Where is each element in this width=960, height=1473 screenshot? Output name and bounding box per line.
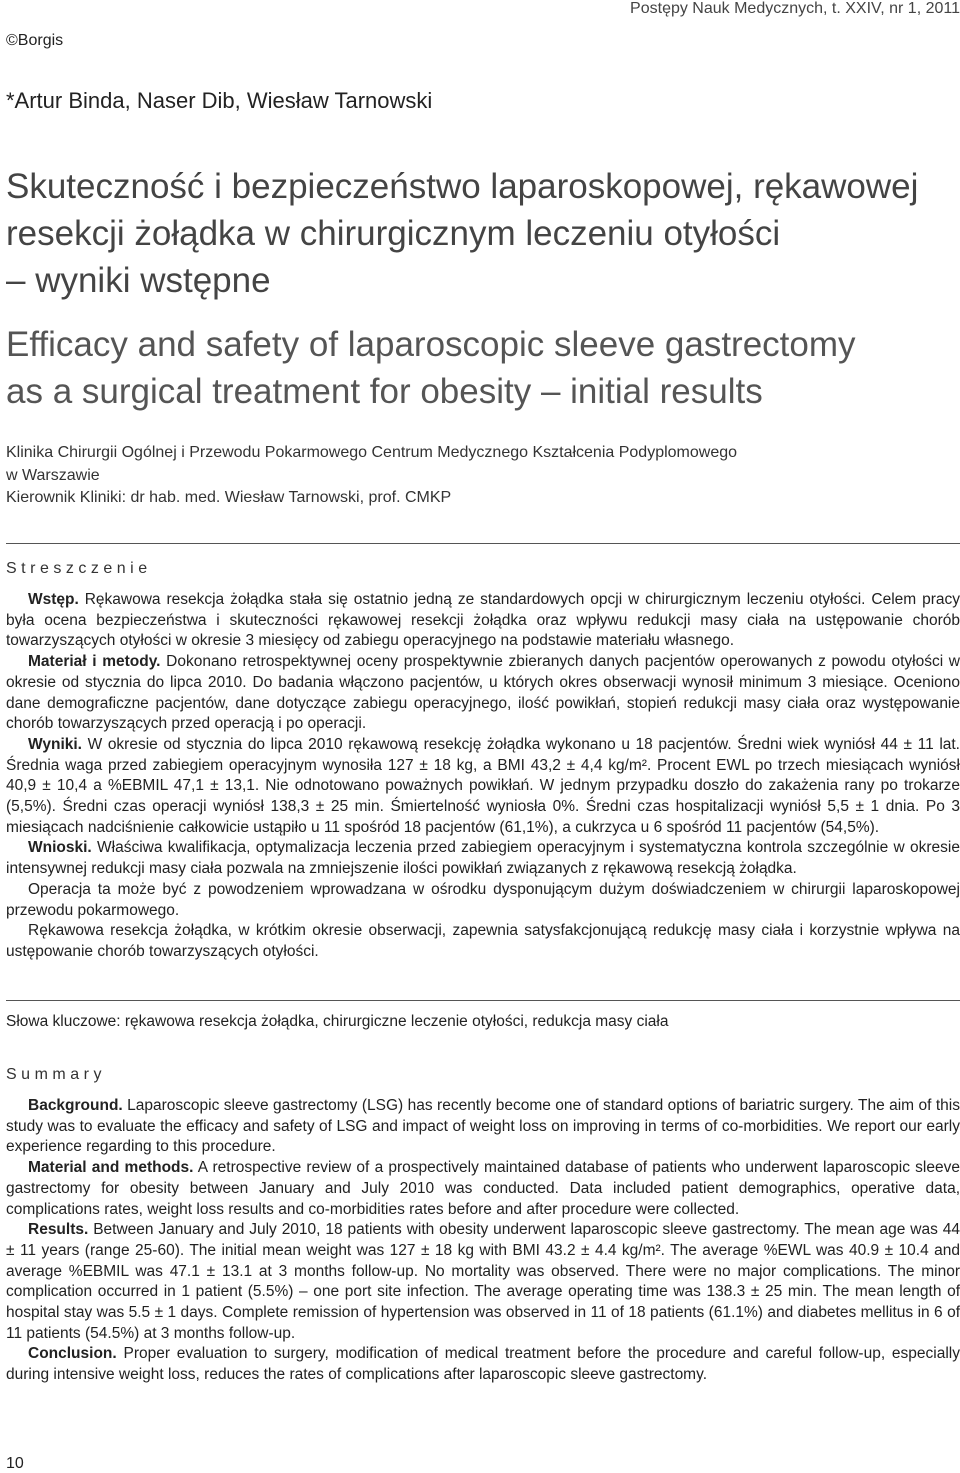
paragraph-text: Laparoscopic sleeve gastrectomy (LSG) has recently become one of standard options of bariatric surgery. The aim of this study was to evaluate the efficacy and safety of LSG and impact of weight loss on improving in terms of co-morbidities. We report our early experience regarding to this procedure. [6, 1097, 960, 1156]
divider [6, 543, 960, 544]
journal-header: Postępy Nauk Medycznych, t. XXIV, nr 1, 2011 [630, 0, 960, 17]
summary-body [6, 1096, 960, 1386]
paragraph-label: Wstęp. [28, 591, 79, 608]
title-pl-line: – wyniki wstępne [6, 261, 271, 300]
paragraph-text: Rękawowa resekcja żołądka, w krótkim okresie obserwacji, zapewnia satysfakcjonującą redukcję masy ciała i korzystnie wpływa na ustępowanie chorób towarzyszących otyłości. [6, 922, 960, 960]
paragraph-text: W okresie od stycznia do lipca 2010 rękawową resekcję żołądka wykonano u 18 pacjentów. Średni wiek wyniósł 44 ± 11 lat. Średnia waga przed zabiegiem operacyjnym wynosiła 127 ± 18 kg, a BMI 43,2 ± 4,4 kg/m². Procent EWL po trzech miesiącach wyniósł 40,9 ± 10,4 a %EBMIL 47,1 ± 13,1. Nie odnotowano poważnych powikłań. W jednym przypadku doszło do zakażenia rany po trokarze (5,5%). Średni czas operacji wyniósł 138,3 ± 25 min. Śmiertelność wyniosła 0%. Średni czas hospitalizacji wyniósł 5,5 ± 1 dnia. Po 3 miesiącach nadciśnienie całkowicie ustąpiło u 11 spośród 18 pacjentów (61,1%), a cukrzyca u 6 spośród 11 pacjentów (54,5%). [6, 735, 960, 836]
paragraph-text: Dokonano retrospektywnej oceny prospektywnie zbieranych danych pacjentów operowanych z powodu otyłości w okresie od stycznia do lipca 2010. Do badania włączono pacjentów, u których okres obserwacji wynosił minimum 3 miesiące. Oceniono dane demograficzne pacjentów, dane dotyczące zabiegu operacyjnego, ilość powikłań, stopień redukcji masy ciała oraz występowanie chorób towarzyszących przed operacją i po operacji. [6, 653, 960, 733]
divider [6, 1000, 960, 1001]
abstract-paragraph [6, 921, 960, 962]
keywords: Słowa kluczowe: rękawowa resekcja żołądka, chirurgiczne leczenie otyłości, redukcja masy ciała [6, 1013, 669, 1030]
summary-paragraph [6, 1158, 960, 1220]
summary-heading: Summary [6, 1066, 106, 1083]
streszczenie-body [6, 590, 960, 963]
title-en-line: as a surgical treatment for obesity – initial results [6, 372, 763, 411]
publisher-label: ©Borgis [6, 32, 64, 49]
title-polish [6, 163, 956, 304]
affiliation-line: w Warszawie [6, 466, 100, 484]
paragraph-text: A retrospective review of a prospectively maintained database of patients who underwent laparoscopic sleeve gastrectomy for obesity between January and July 2010 was conducted. Data included patient demographics, operative data, complications rates, weight loss results and co-morbidities rates before and after procedure were collected. [6, 1159, 960, 1218]
streszczenie-heading: Streszczenie [6, 560, 152, 577]
abstract-paragraph [6, 652, 960, 735]
title-en-line: Efficacy and safety of laparoscopic sleeve gastrectomy [6, 325, 856, 364]
abstract-paragraph [6, 735, 960, 839]
paragraph-text: Rękawowa resekcja żołądka stała się ostatnio jedną ze standardowych opcji w chirurgicznym leczeniu otyłości. Celem pracy była ocena bezpieczeństwa i skuteczności rękawowej resekcji żołądka oraz wpływu redukcji masy ciała na ustępowanie chorób towarzyszących otyłości w okresie 3 miesięcy od zabiegu operacyjnego na podstawie materiału własnego. [6, 591, 960, 650]
paragraph-label: Conclusion. [28, 1345, 117, 1363]
paragraph-label: Background. [28, 1097, 123, 1114]
affiliation-line: Klinika Chirurgii Ogólnej i Przewodu Pokarmowego Centrum Medycznego Kształcenia Podyplomowego [6, 444, 738, 461]
paragraph-text: Operacja ta może być z powodzeniem wprowadzana w ośrodku dysponującym dużym doświadczeniem w chirurgii laparoskopowej przewodu pokarmowego. [6, 880, 960, 919]
summary-paragraph [6, 1344, 960, 1385]
paragraph-label: Material and methods. [28, 1159, 194, 1177]
paragraph-label: Results. [28, 1221, 89, 1239]
page-number: 10 [6, 1455, 24, 1472]
paragraph-label: Materiał i metody. [28, 653, 161, 671]
paragraph-label: Wyniki. [28, 735, 82, 753]
abstract-paragraph [6, 838, 960, 879]
paragraph-label: Wnioski. [28, 839, 92, 857]
authors: *Artur Binda, Naser Dib, Wiesław Tarnowski [6, 88, 433, 113]
title-pl-line: resekcji żołądka w chirurgicznym leczeniu otyłości [6, 214, 781, 253]
title-english [6, 321, 956, 415]
affiliation [6, 442, 956, 510]
summary-paragraph [6, 1096, 960, 1158]
paragraph-text: Właściwa kwalifikacja, optymalizacja leczenia przed zabiegiem operacyjnym i systematyczna kontrola szczególnie w okresie intensywnej redukcji masy ciała pozwala na zmniejszenie ilości powikłań związanych z rękawową resekcją żołądka. [6, 839, 960, 878]
affiliation-line: Kierownik Kliniki: dr hab. med. Wiesław Tarnowski, prof. CMKP [6, 489, 452, 506]
title-pl-line: Skuteczność i bezpieczeństwo laparoskopowej, rękawowej [6, 167, 919, 206]
abstract-paragraph [6, 590, 960, 652]
summary-paragraph [6, 1220, 960, 1344]
abstract-paragraph [6, 880, 960, 921]
paragraph-text: Proper evaluation to surgery, modification of medical treatment before the procedure and careful follow-up, especially during intensive weight loss, reduces the rates of complications after laparoscopic sleeve gastrectomy. [6, 1345, 960, 1384]
paragraph-text: Between January and July 2010, 18 patients with obesity underwent laparoscopic sleeve gastrectomy. The mean age was 44 ± 11 years (range 25-60). The initial mean weight was 127 ± 18 kg with BMI 43.2 ± 4.4 kg/m². The average %EWL was 40.9 ± 10.4 and average %EBMIL was 47.1 ± 13.1 at 3 months follow-up. No mortality was observed. There were no major complications. The minor complication occurred in 1 patient (5.5%) – one port site infection. The average operating time was 138.3 ± 25 min. The mean length of hospital stay was 5.5 ± 1 days. Complete remission of hypertension was observed in 11 of 18 patients (61.1%) and diabetes mellitus in 6 of 11 patients (54.5%) at 3 months follow-up. [6, 1221, 960, 1342]
